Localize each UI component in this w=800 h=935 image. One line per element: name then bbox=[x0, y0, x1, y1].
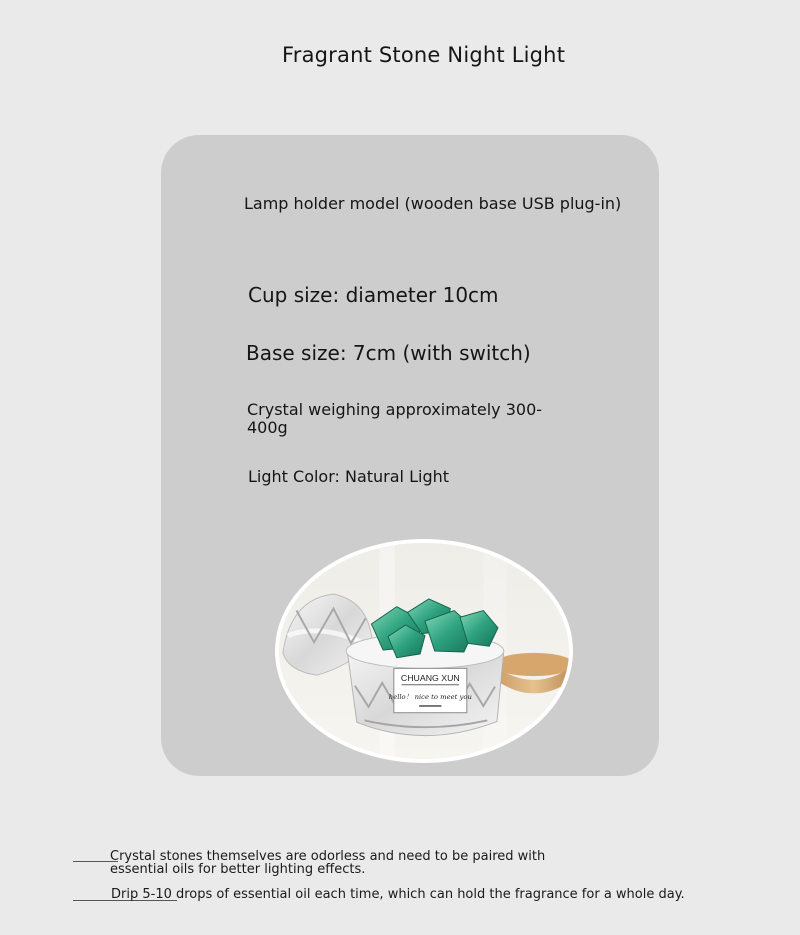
page-title: Fragrant Stone Night Light bbox=[282, 43, 566, 68]
product-label-message: hello！ nice to meet you bbox=[388, 693, 472, 702]
product-photo bbox=[275, 539, 573, 763]
crystal-weight-text: Crystal weighing approximately 300-400g bbox=[247, 400, 543, 437]
light-color-text: Light Color: Natural Light bbox=[248, 467, 450, 486]
product-spec-card bbox=[161, 135, 659, 776]
lamp-holder-model-text: Lamp holder model (wooden base USB plug-in) bbox=[244, 194, 622, 213]
product-label-brand: CHUANG XUN bbox=[400, 672, 460, 683]
note-essential-oil-text: Drip 5-10 drops of essential oil each time, which can hold the fragrance for a whole day. bbox=[111, 887, 685, 902]
note-odorless-text: Crystal stones themselves are odorless and need to be paired with essential oils for better lighting effects. bbox=[110, 849, 546, 877]
cup-size-text: Cup size: diameter 10cm bbox=[248, 283, 499, 307]
base-size-text: Base size: 7cm (with switch) bbox=[246, 341, 531, 365]
